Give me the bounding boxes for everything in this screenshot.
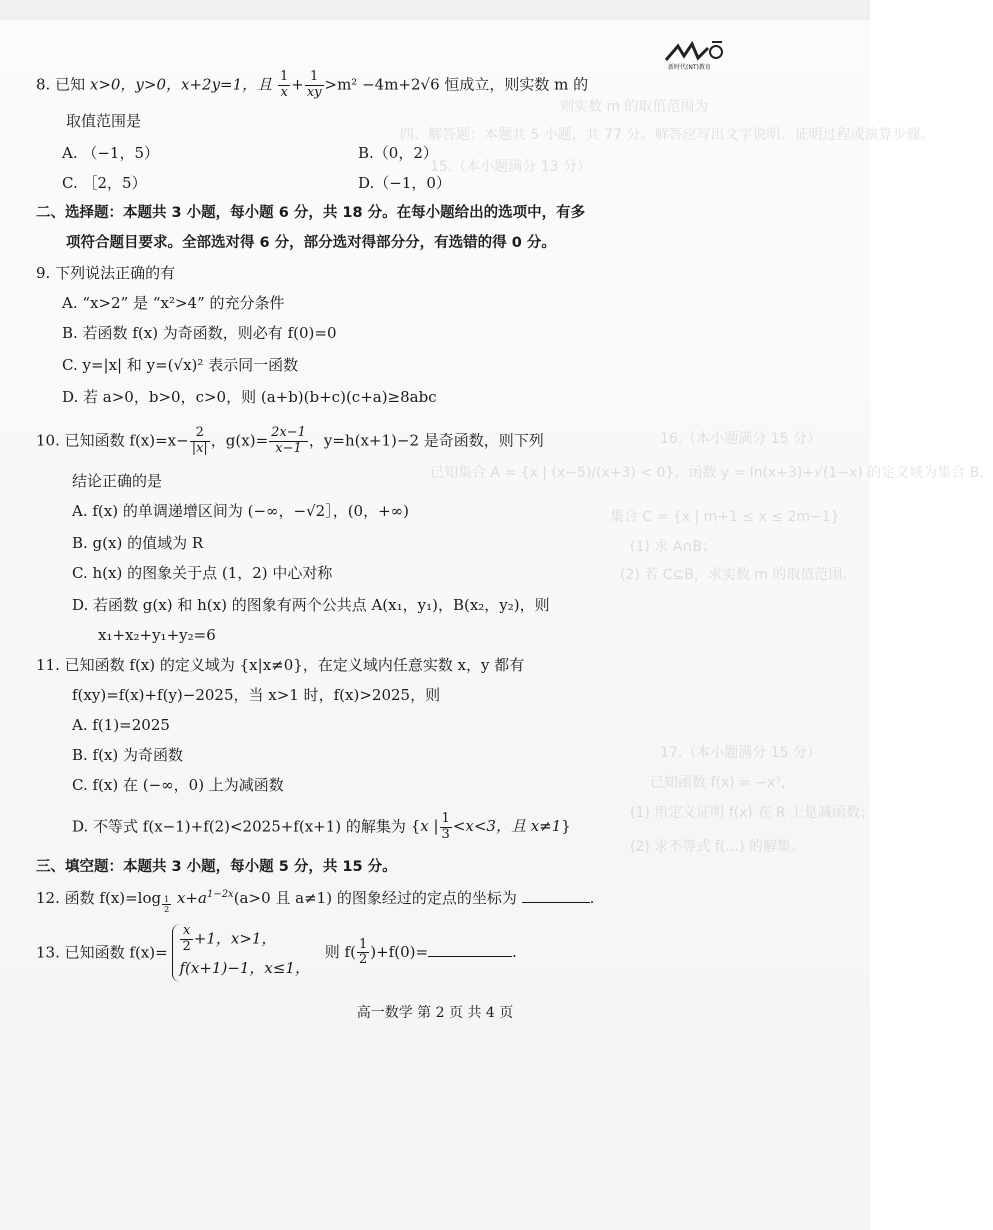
q10-option-a[interactable]: A. f(x) 的单调递增区间为 (−∞，−√2］，(0，+∞)	[72, 502, 410, 520]
q13-mid: +f(0)=	[376, 942, 429, 961]
question-8-line2: 取值范围是	[66, 112, 142, 130]
q13-prefix: 13. 已知函数 f(x)=	[36, 943, 168, 962]
bleed-text: 17.（本小题满分 15 分）	[660, 745, 821, 761]
question-10-line2: 结论正确的是	[72, 472, 163, 490]
bleed-text: 集合 C = {x | m+1 ≤ x ≤ 2m−1}	[610, 509, 840, 525]
bleed-text: 15.（本小题满分 13 分）	[430, 159, 591, 175]
q8-number: 8. 已知	[36, 75, 90, 94]
fraction-1-over-3: $\frac{1}{3}$	[441, 811, 450, 842]
q13-end: .	[512, 942, 517, 961]
bleed-text: 16.（本小题满分 15 分）	[660, 431, 821, 447]
solution-set: {x | $\frac{1}{3}$ <x<3，且 x≠1}	[410, 811, 571, 842]
fraction-2-over-abs-x: $\frac{2}{|x|}$	[191, 425, 208, 456]
question-11-line2: f(xy)=f(x)+f(y)−2025，当 x>1 时，f(x)>2025，则	[72, 686, 441, 704]
q13-case-2: f(x+1)−1，x≤1，	[179, 958, 310, 977]
scan-top-band	[0, 0, 870, 20]
q11-option-d-text: D. 不等式 f(x−1)+f(2)<2025+f(x+1) 的解集为	[72, 817, 406, 836]
fraction-x-over-2: $\frac{x}{2}$	[182, 923, 191, 954]
q10-option-b[interactable]: B. g(x) 的值域为 R	[72, 534, 204, 552]
bleed-text: (1) 用定义证明 f(x) 在 R 上是减函数；	[630, 805, 874, 821]
bleed-text: (2) 若 C⊆B，求实数 m 的取值范围。	[620, 567, 857, 583]
q12-end: .	[589, 889, 595, 907]
q13-answer-blank[interactable]	[428, 956, 512, 957]
q10-stem-c: ，y=h(x+1)−2 是奇函数，则下列	[308, 431, 544, 450]
q11-option-a[interactable]: A. f(1)=2025	[72, 716, 170, 734]
question-11-stem: 11. 已知函数 f(x) 的定义域为 {x|x≠0}，在定义域内任意实数 x，y 都有	[36, 656, 525, 674]
section-2-heading-line2: 项符合题目要求。全部选对得 6 分，部分选对得部分分，有选错的得 0 分。	[66, 235, 556, 251]
section-2-heading: 二、选择题：本题共 3 小题，每小题 6 分，共 18 分。在每小题给出的选项中，有多	[36, 205, 586, 221]
q8-condition: x>0，y>0，x+2y=1，且	[89, 75, 273, 94]
log-base-half: 1 2	[164, 894, 170, 914]
bleed-text: (1) 求 A∩B；	[630, 539, 717, 555]
q10-option-d-line2: x₁+x₂+y₁+y₂=6	[98, 626, 216, 644]
bleed-text: 四、解答题：本题共 5 小题，共 77 分。解答应写出文字说明、证明过程或演算步骤。	[400, 127, 935, 143]
question-9-stem: 9. 下列说法正确的有	[36, 264, 176, 282]
page-footer: 高一数学 第 2 页 共 4 页	[356, 1005, 514, 1021]
q13-case-1: +1，x>1，	[193, 929, 277, 948]
q9-option-a[interactable]: A. “x>2” 是 “x²>4” 的充分条件	[62, 294, 285, 312]
q11-option-d[interactable]	[72, 812, 571, 843]
q10-stem-b: ，g(x)=	[210, 431, 269, 450]
q8-option-b[interactable]: B.（0，2）	[358, 144, 438, 162]
bleed-text: (2) 求不等式 f(…) 的解集。	[630, 839, 806, 855]
logo-caption: 新时代(NT)教育	[668, 64, 711, 71]
q11-option-b[interactable]: B. f(x) 为奇函数	[72, 746, 184, 764]
q9-option-c[interactable]: C. y=|x| 和 y=(√x)² 表示同一函数	[62, 356, 299, 374]
fraction-1-over-2: $\frac{1}{2}$	[358, 936, 368, 968]
q10-option-d[interactable]: D. 若函数 g(x) 和 h(x) 的图象有两个公共点 A(x₁，y₁)，B(x₂，y₂)，则	[72, 596, 550, 614]
question-10-stem	[36, 426, 544, 457]
bleed-text: 已知集合 A = {x | (x−5)/(x+3) < 0}，函数 y = ln(x+3)+√(1−x) 的定义域为集合 B，	[430, 465, 993, 481]
q10-stem-a: 10. 已知函数 f(x)=x−	[36, 431, 189, 450]
question-12: 12. 函数 f(x)=log $_{\frac{1}{2}}$ $x+a^{1-2x}(a>0$ 且 a≠1) 的图象经过的定点的坐标为 .	[36, 889, 595, 914]
q8-option-c[interactable]: C. ［2，5）	[62, 174, 147, 192]
q9-option-b[interactable]: B. 若函数 f(x) 为奇函数，则必有 f(0)=0	[62, 324, 337, 342]
section-3-heading: 三、填空题：本题共 3 小题，每小题 5 分，共 15 分。	[36, 859, 397, 875]
fraction-1-over-xy: $\frac{1}{xy}$	[306, 69, 322, 100]
q11-option-c[interactable]: C. f(x) 在 (−∞，0) 上为减函数	[72, 776, 284, 794]
q13-then: 则 f	[324, 942, 351, 961]
q8-option-d[interactable]: D.（−1，0）	[358, 174, 451, 192]
q8-inequality: >m² −4m+2√6 恒成立，则实数 m 的	[324, 75, 589, 94]
q11-option-d-tail: <x<3，且 x≠1	[452, 817, 562, 836]
fraction-1-over-x: $\frac{1}{x}$	[279, 69, 289, 100]
piecewise-function	[172, 924, 310, 982]
bleed-text: 已知函数 f(x) = −x³，	[650, 775, 795, 791]
question-8-stem: 8. 已知 x>0，y>0，x+2y=1，且 $\frac{1}{x}$ + $\frac{1}{xy}$ >m² −4m+2√6 恒成立，则实数 m 的	[36, 69, 589, 100]
bleed-text: 则实数 m 的取值范围为	[560, 99, 709, 115]
q8-option-a[interactable]: A. （−1，5）	[62, 144, 160, 162]
q12-text-c: (a>0 且 a≠1) 的图象经过的定点的坐标为	[233, 889, 517, 907]
q10-option-c[interactable]: C. h(x) 的图象关于点 (1，2) 中心对称	[72, 564, 333, 582]
fraction-g: $\frac{2x-1}{x-1}$	[271, 425, 306, 456]
q9-option-d[interactable]: D. 若 a>0，b>0，c>0，则 (a+b)(b+c)(c+a)≥8abc	[62, 388, 437, 406]
q12-answer-blank[interactable]	[522, 902, 590, 903]
q12-text-a: 12. 函数 f(x)=log	[36, 889, 162, 907]
question-13: 13. 已知函数 f(x)= $\frac{x}{2}$ +1，x>1， f(x+1)−1，x≤1， 则 f( $\frac{1}{2}$ )+f(0)= .	[36, 924, 517, 982]
q12-text-b: x+a	[172, 889, 207, 907]
